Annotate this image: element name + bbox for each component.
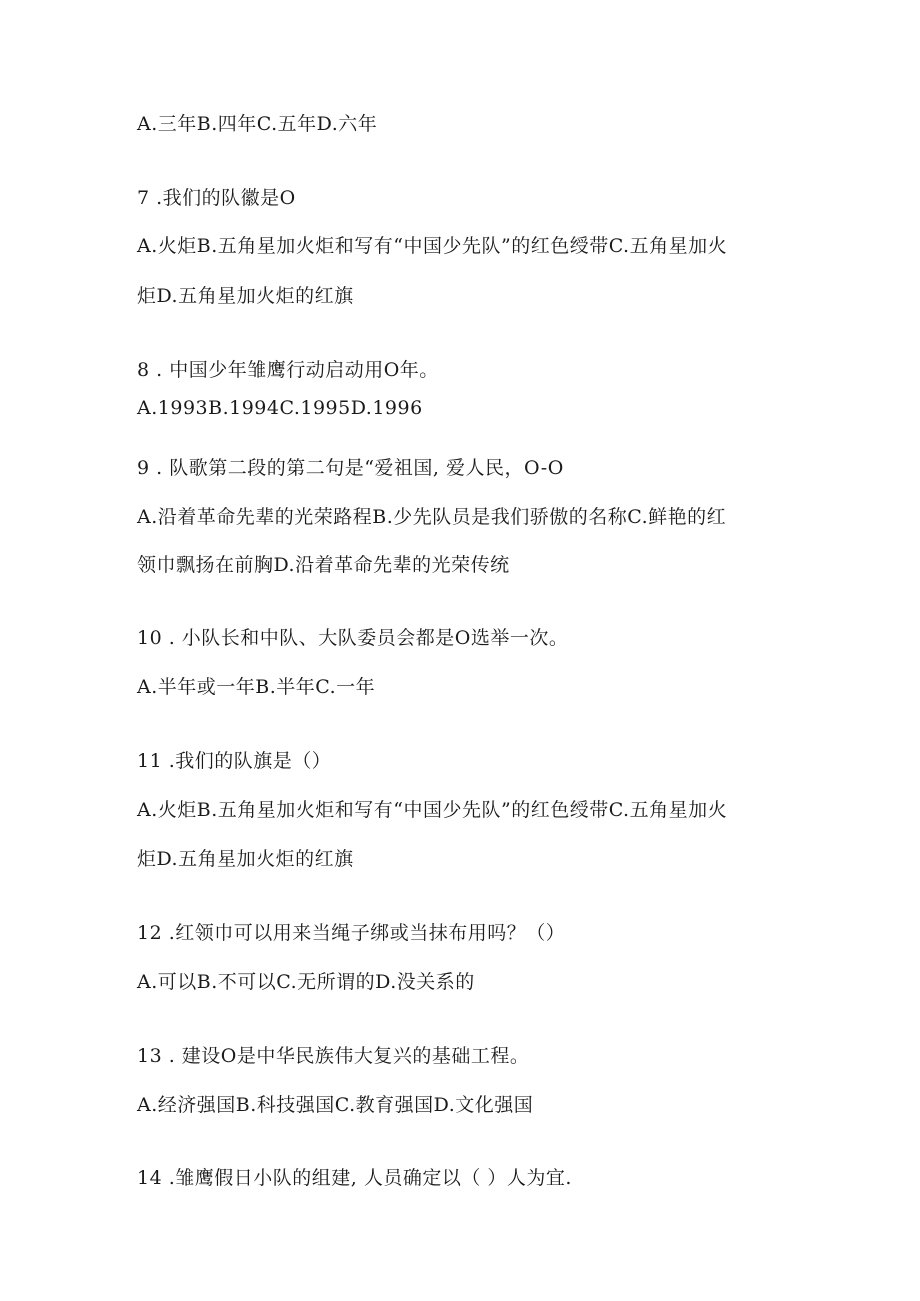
question-6-options: A.三年B.四年C.五年D.六年 (137, 113, 378, 135)
question-7-text: 7 .我们的队徽是O (137, 187, 296, 209)
question-12-options: A.可以B.不可以C.无所谓的D.没关系的 (137, 971, 475, 993)
question-9-options-line-1: A.沿着革命先辈的光荣路程B.少先队员是我们骄傲的名称C.鲜艳的红 (137, 506, 727, 528)
question-8-text: 8 . 中国少年雏鹰行动启动用O年。 (137, 359, 439, 381)
question-10-options: A.半年或一年B.半年C.一年 (137, 676, 376, 698)
question-12-text: 12 .红领巾可以用来当绳子绑或当抹布用吗？（） (137, 922, 566, 944)
question-7-options-line-2: 炬D.五角星加火炬的红旗 (137, 285, 354, 307)
question-7-options-line-1: A.火炬B.五角星加火炬和写有“中国少先队”的红色绶带C.五角星加火 (137, 235, 728, 257)
question-10-text: 10 . 小队长和中队、大队委员会都是O选举一次。 (137, 627, 569, 649)
question-11-options-line-2: 炬D.五角星加火炬的红旗 (137, 848, 354, 870)
question-9-options-line-2: 领巾飘扬在前胸D.沿着革命先辈的光荣传统 (137, 554, 510, 576)
question-9-text: 9 . 队歌第二段的第二句是“爱祖国, 爱人民，O-O (137, 457, 564, 479)
question-8-options: A.1993B.1994C.1995D.1996 (137, 397, 423, 419)
question-13-text: 13 . 建设O是中华民族伟大复兴的基础工程。 (137, 1045, 530, 1067)
question-13-options: A.经济强国B.科技强国C.教育强国D.文化强国 (137, 1094, 534, 1116)
question-11-text: 11 .我们的队旗是（） (137, 750, 332, 772)
question-11-options-line-1: A.火炬B.五角星加火炬和写有“中国少先队”的红色绶带C.五角星加火 (137, 799, 728, 821)
question-14-text: 14 .雏鹰假日小队的组建, 人员确定以（ ）人为宜. (137, 1167, 572, 1189)
